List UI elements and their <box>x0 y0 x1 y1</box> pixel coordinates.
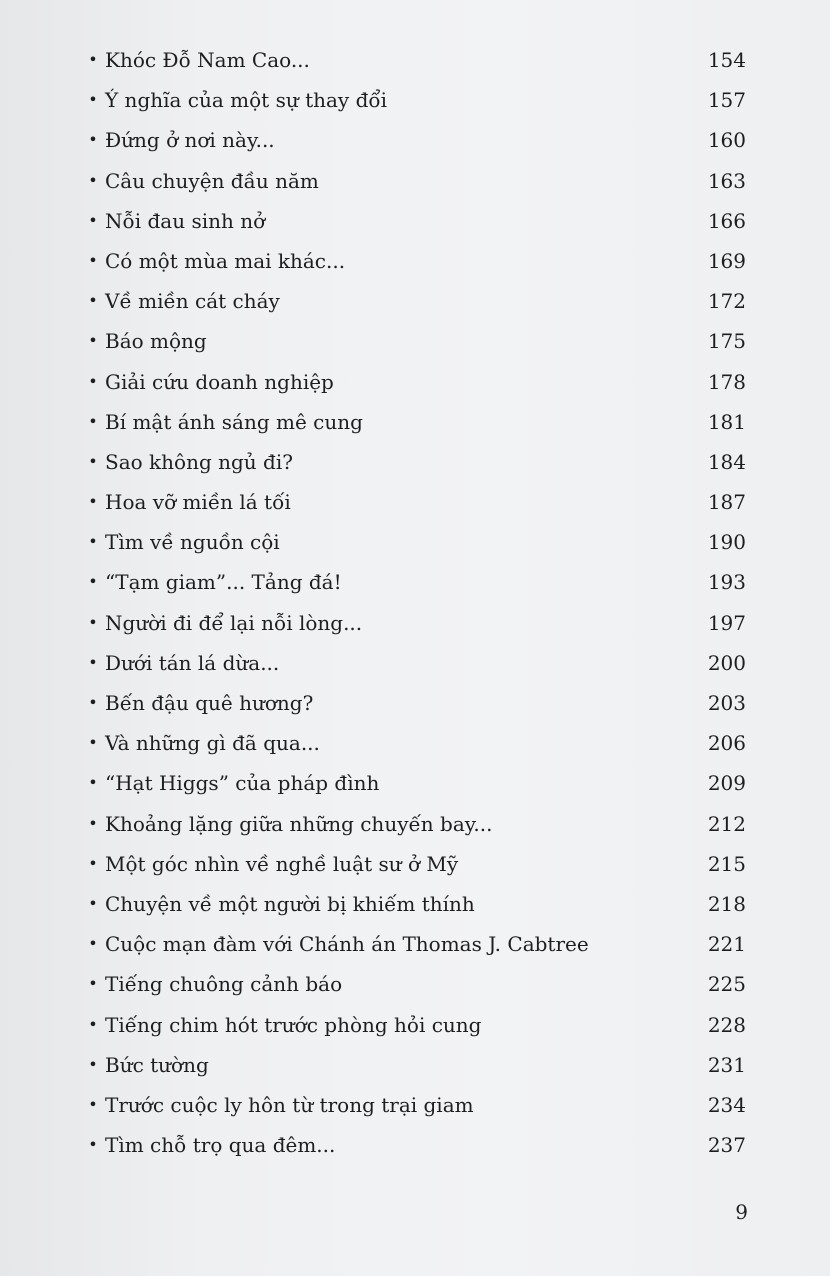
toc-entry <box>86 884 746 924</box>
toc-entry <box>86 924 746 964</box>
toc-entry-title: Một góc nhìn về nghề luật sư ở Mỹ <box>105 851 459 876</box>
toc-entry-page: 215 <box>707 851 746 876</box>
bullet-icon: • <box>88 652 98 672</box>
toc-entry-title: Người đi để lại nỗi lòng... <box>105 610 363 635</box>
toc-entry <box>86 321 746 361</box>
toc-entry <box>86 281 746 321</box>
toc-entry-title: Chuyện về một người bị khiếm thính <box>105 891 475 916</box>
bullet-icon: • <box>88 693 98 712</box>
bullet-icon: • <box>88 1135 98 1155</box>
toc-entry <box>86 40 746 80</box>
toc-entry-title: Dưới tán lá dừa... <box>105 650 280 675</box>
bullet-icon: • <box>88 331 98 351</box>
toc-entry-page: 178 <box>707 369 746 394</box>
toc-entry-page: 203 <box>707 691 746 715</box>
bullet-icon: • <box>88 974 98 994</box>
toc-entry <box>86 763 746 803</box>
toc-entry <box>86 522 746 562</box>
bullet-icon: • <box>88 50 98 69</box>
toc-entry-page: 154 <box>707 48 746 72</box>
toc-entry-page: 160 <box>707 128 746 153</box>
toc-entry-title: Tiếng chim hót trước phòng hỏi cung <box>105 1012 482 1037</box>
toc-entry-title: Bí mật ánh sáng mê cung <box>105 409 363 434</box>
bullet-icon: • <box>88 90 98 110</box>
bullet-icon: • <box>88 813 98 833</box>
bullet-icon: • <box>88 1014 98 1034</box>
toc-entry-page: 209 <box>707 771 746 796</box>
bullet-icon: • <box>88 1054 98 1074</box>
toc-entry-page: 184 <box>707 449 746 474</box>
toc-entry-title: Bức tường <box>105 1052 209 1077</box>
toc-entry-page: 190 <box>707 530 746 555</box>
toc-entry <box>86 362 746 402</box>
bullet-icon: • <box>88 612 98 632</box>
toc-entry <box>86 1125 746 1165</box>
page-number: 9 <box>735 1200 748 1224</box>
bullet-icon: • <box>88 291 98 311</box>
toc-entry <box>86 603 746 643</box>
toc-entry-title: Ý nghĩa của một sự thay đổi <box>105 88 388 113</box>
bullet-icon: • <box>88 210 98 230</box>
toc-entry-page: 228 <box>707 1012 746 1037</box>
toc-entry-title: Về miền cát cháy <box>105 289 280 314</box>
toc-entry-title: Tìm về nguồn cội <box>105 530 280 555</box>
toc-entry-page: 218 <box>707 891 746 916</box>
toc-entry <box>86 402 746 442</box>
toc-entry-page: 175 <box>707 329 746 354</box>
toc-entry <box>86 482 746 522</box>
toc-entry-page: 225 <box>707 972 746 997</box>
toc-entry-page: 234 <box>707 1092 746 1117</box>
bullet-icon: • <box>88 411 98 431</box>
toc-entry-page: 169 <box>707 248 746 273</box>
toc-entry <box>86 723 746 763</box>
bullet-icon: • <box>88 934 98 954</box>
toc-entry <box>86 241 746 281</box>
toc-entry <box>86 844 746 884</box>
bullet-icon: • <box>88 371 98 391</box>
toc-entry-title: Hoa vỡ miền lá tối <box>105 490 291 515</box>
toc-entry <box>86 1085 746 1125</box>
bullet-icon: • <box>88 1094 98 1114</box>
bullet-icon: • <box>88 572 98 592</box>
toc-entry-title: Khoảng lặng giữa những chuyến bay... <box>105 811 493 836</box>
toc-entry-page: 200 <box>707 650 746 675</box>
toc-entry-page: 221 <box>707 932 746 957</box>
toc-entry <box>86 80 746 120</box>
bullet-icon: • <box>88 733 98 753</box>
toc-entry <box>86 1045 746 1085</box>
toc-entry-title: Khóc Đỗ Nam Cao... <box>105 48 310 72</box>
toc-entry <box>86 683 746 723</box>
toc-entry-title: Đứng ở nơi này... <box>105 128 275 153</box>
toc-entry-page: 181 <box>707 409 746 434</box>
bullet-icon: • <box>88 170 98 190</box>
toc-entry-page: 231 <box>707 1052 746 1077</box>
toc-entry-page: 197 <box>707 610 746 635</box>
toc-entry-page: 212 <box>707 811 746 836</box>
toc-entry-page: 157 <box>707 88 746 113</box>
toc-entry-page: 166 <box>707 208 746 233</box>
toc-entry <box>86 643 746 683</box>
toc-entry <box>86 804 746 844</box>
bullet-icon: • <box>88 853 98 873</box>
toc-entry-title: Cuộc mạn đàm với Chánh án Thomas J. Cabtree <box>105 932 589 957</box>
toc-entry-title: Sao không ngủ đi? <box>105 449 293 474</box>
toc-entry-page: 237 <box>707 1133 746 1158</box>
toc-entry <box>86 161 746 201</box>
toc-entry-title: Có một mùa mai khác... <box>105 248 346 273</box>
toc-entry-title: Câu chuyện đầu năm <box>105 168 319 193</box>
toc-entry-title: Báo mộng <box>105 329 207 354</box>
toc-entry <box>86 562 746 602</box>
toc-entry <box>86 442 746 482</box>
toc-entry <box>86 964 746 1004</box>
toc-entry-title: Tìm chỗ trọ qua đêm... <box>105 1133 336 1158</box>
toc-entry-title: Trước cuộc ly hôn từ trong trại giam <box>105 1092 474 1117</box>
bullet-icon: • <box>88 773 98 793</box>
bullet-icon: • <box>88 893 98 913</box>
toc-entry-title: Nỗi đau sinh nở <box>105 208 266 233</box>
toc-entry-title: Giải cứu doanh nghiệp <box>105 369 334 394</box>
toc-entry-title: “Tạm giam”... Tảng đá! <box>105 570 342 595</box>
toc-entry-page: 163 <box>707 168 746 193</box>
table-of-contents <box>86 40 746 1165</box>
toc-entry <box>86 1005 746 1045</box>
toc-entry-page: 172 <box>707 289 746 314</box>
bullet-icon: • <box>88 130 98 150</box>
toc-entry-title: Và những gì đã qua... <box>105 731 320 756</box>
bullet-icon: • <box>88 451 98 471</box>
toc-entry <box>86 120 746 160</box>
toc-entry-title: Bến đậu quê hương? <box>105 691 314 715</box>
toc-entry-title: “Hạt Higgs” của pháp đình <box>105 771 380 796</box>
bullet-icon: • <box>88 250 98 270</box>
toc-entry-page: 187 <box>707 490 746 515</box>
toc-entry-page: 193 <box>707 570 746 595</box>
bullet-icon: • <box>88 492 98 512</box>
toc-entry-title: Tiếng chuông cảnh báo <box>105 972 343 997</box>
toc-entry <box>86 201 746 241</box>
toc-entry-page: 206 <box>707 731 746 756</box>
bullet-icon: • <box>88 532 98 552</box>
